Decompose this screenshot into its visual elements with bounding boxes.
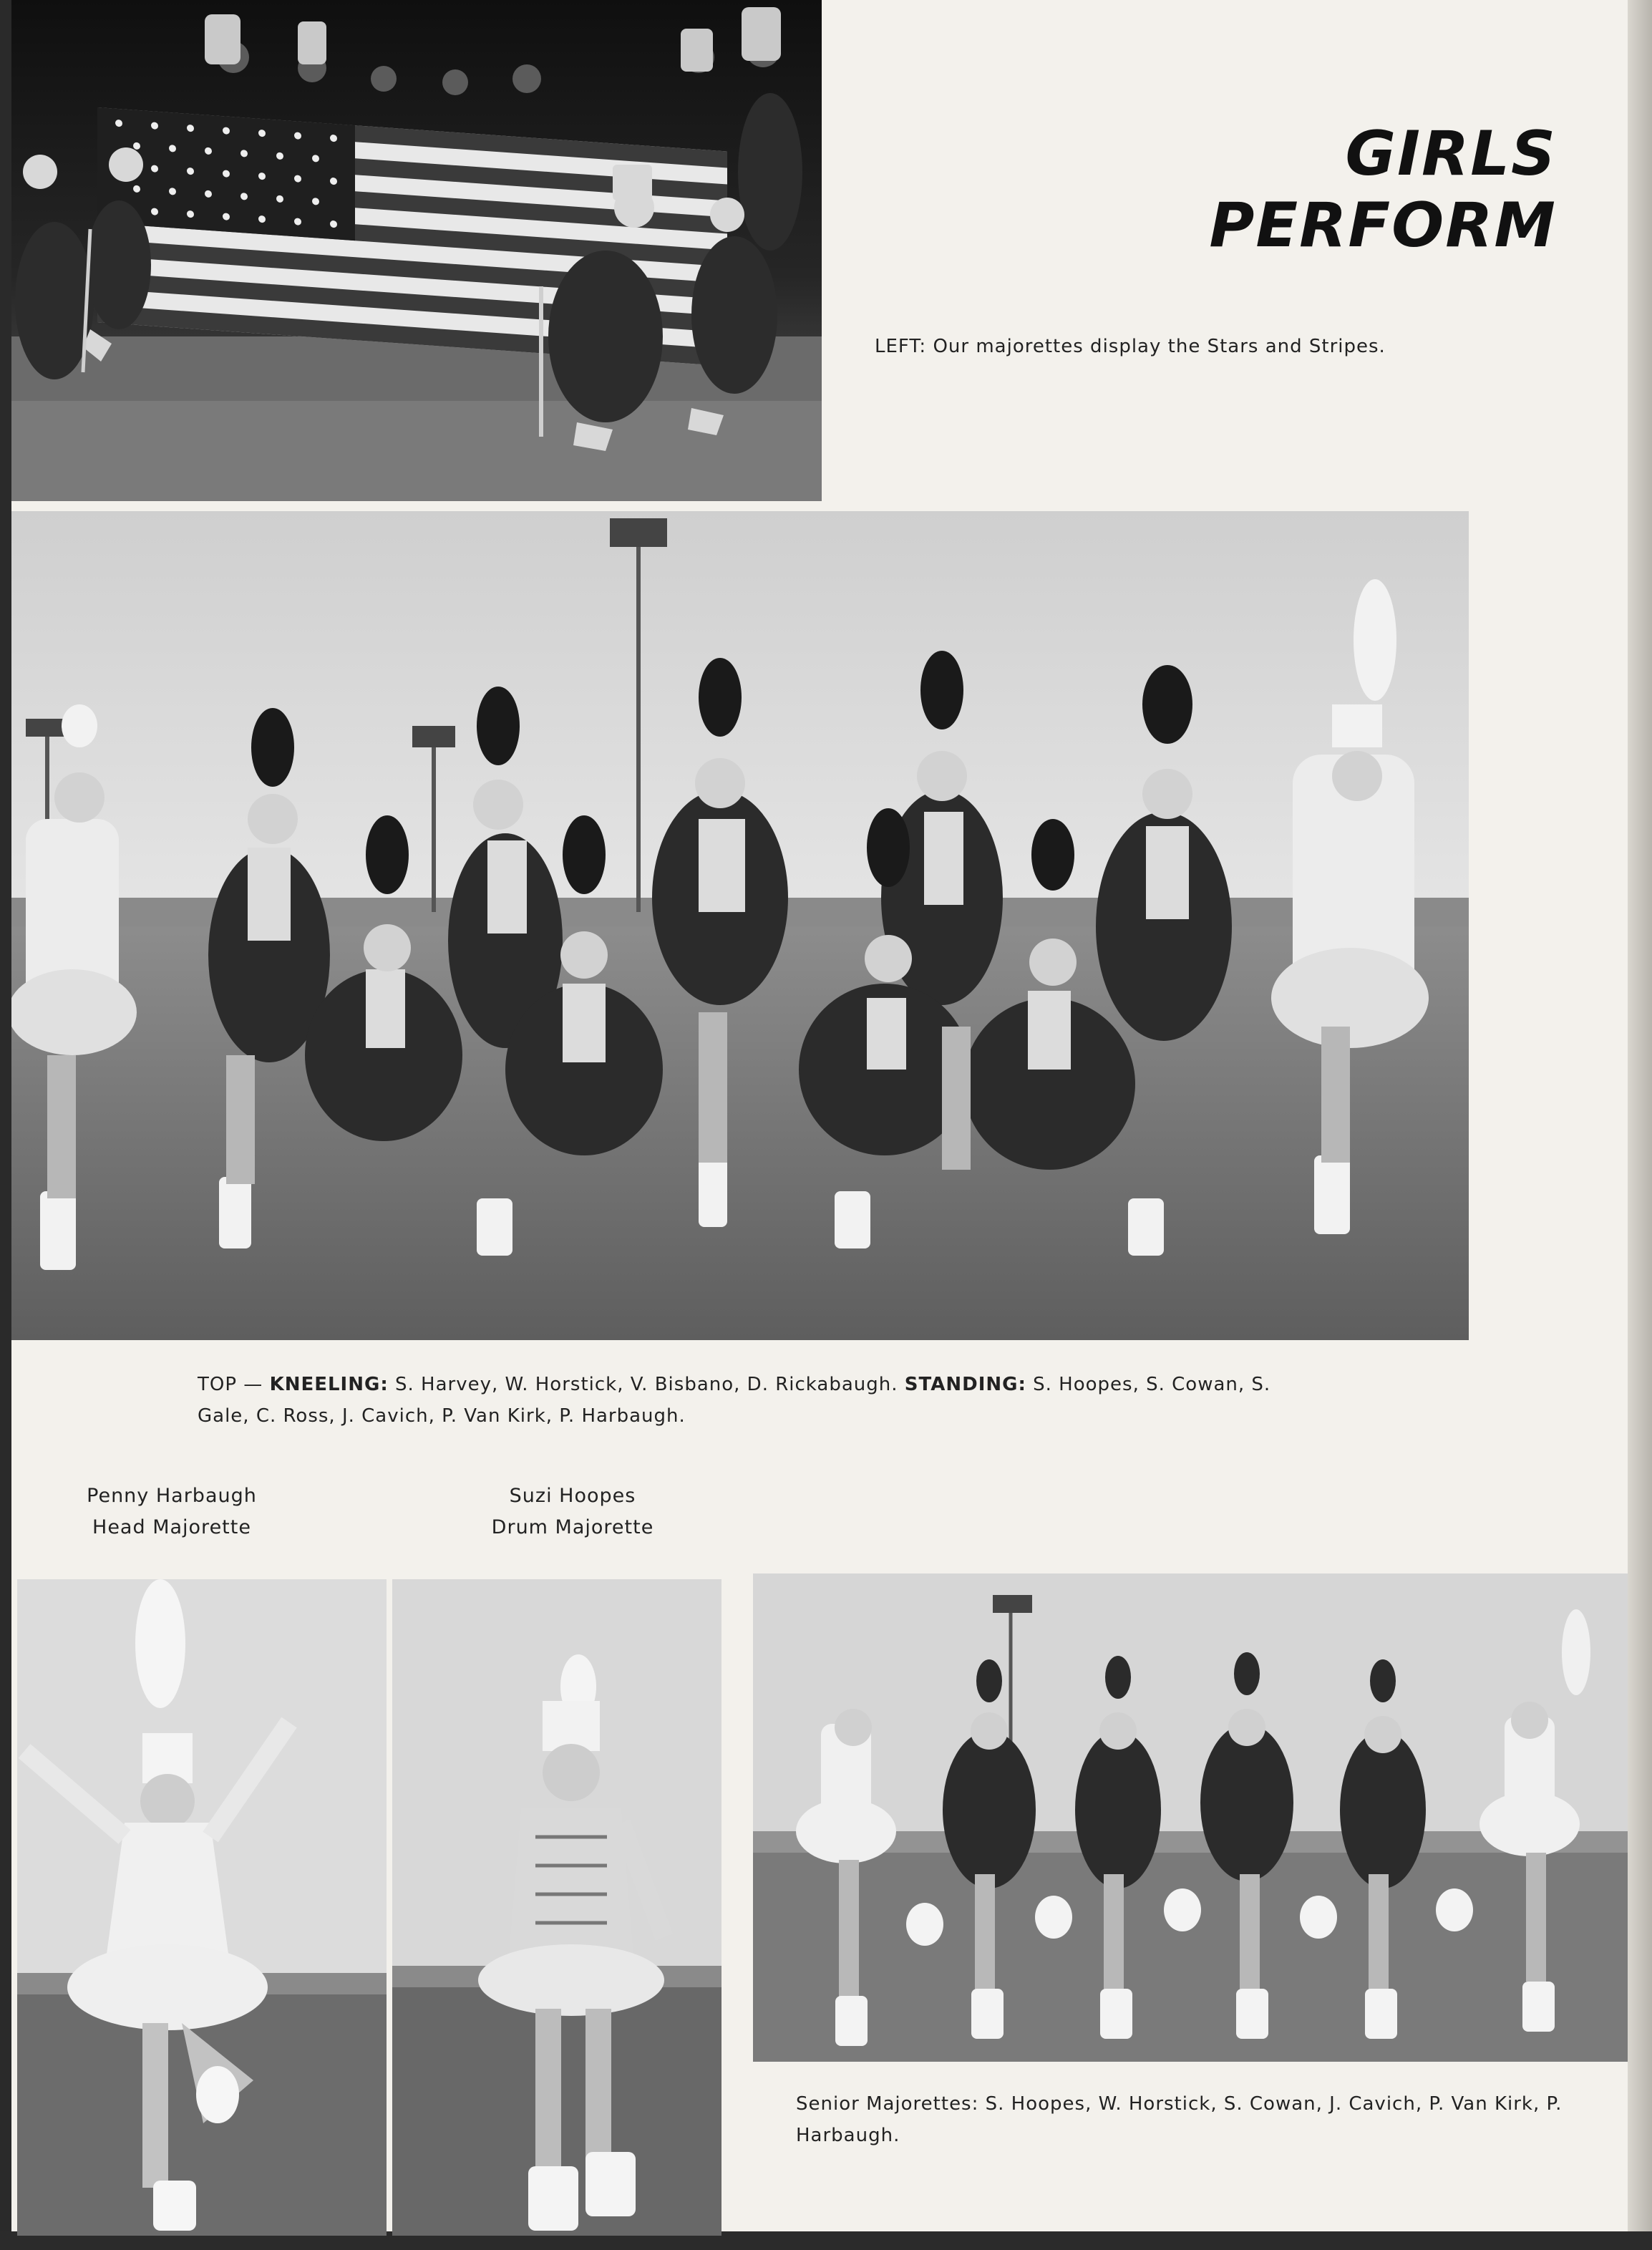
binding-edge (0, 0, 11, 2250)
head-majorette-caption (43, 1480, 301, 1543)
head-majorette-photo (17, 1579, 387, 2236)
standing-names: S. Hoopes, S. Cowan, S. Gale, C. Ross, J. Cavich, P. Van Kirk, P. Harbaugh. (198, 1374, 1271, 1427)
senior-majorettes-photo (753, 1573, 1628, 2062)
head-majorette-name: Penny Harbaugh (87, 1485, 257, 1507)
drum-majorette-role: Drum Majorette (491, 1516, 654, 1538)
kneeling-label: KNEELING: (269, 1374, 389, 1395)
page-title: GIRLS PERFORM (1209, 118, 1557, 261)
drum-majorette-caption (444, 1480, 701, 1543)
group-photo (11, 511, 1469, 1340)
page-edge (1628, 0, 1652, 2250)
senior-majorettes-caption: Senior Majorettes: S. Hoopes, W. Horstick, S. Cowan, J. Cavich, P. Van Kirk, P. Harbaugh. (796, 2093, 1563, 2146)
group-photo-caption (198, 1369, 1286, 1432)
drum-majorette-name: Suzi Hoopes (509, 1485, 636, 1507)
flag-photo (11, 0, 822, 501)
caption-prefix: TOP — (198, 1374, 263, 1395)
kneeling-names: S. Harvey, W. Horstick, V. Bisbano, D. Rickabaugh. (395, 1374, 898, 1395)
head-majorette-role: Head Majorette (92, 1516, 251, 1538)
standing-label: STANDING: (904, 1374, 1026, 1395)
flag-photo-caption: LEFT: Our majorettes display the Stars and Stripes. (875, 336, 1386, 357)
drum-majorette-photo (392, 1579, 721, 2236)
